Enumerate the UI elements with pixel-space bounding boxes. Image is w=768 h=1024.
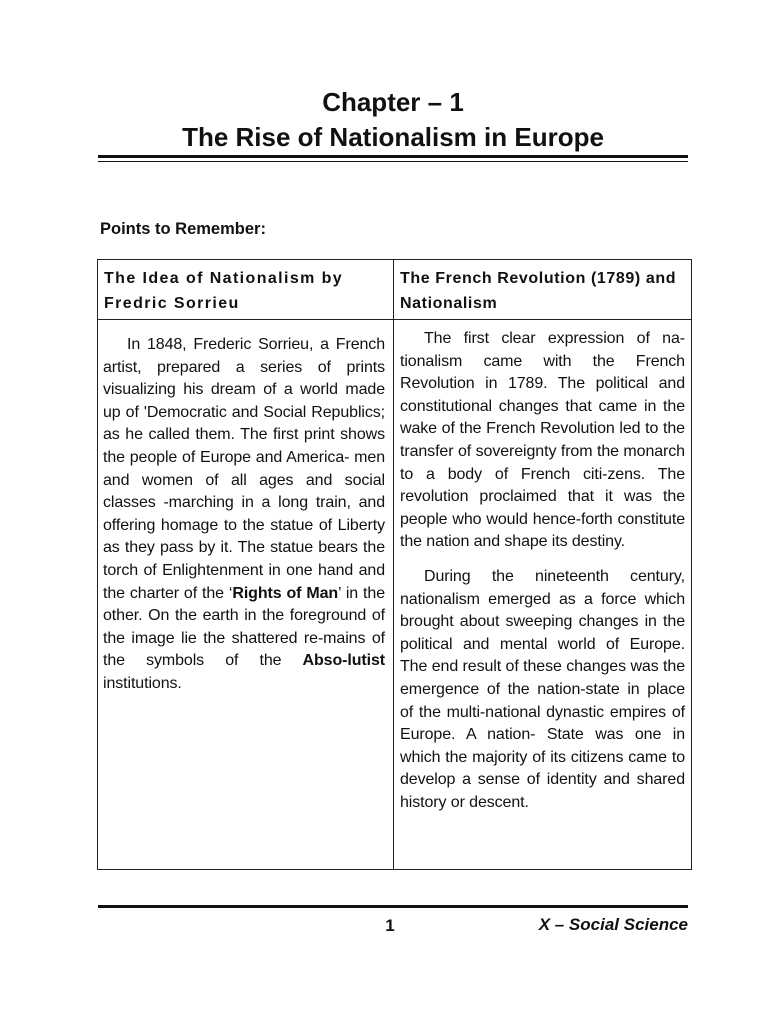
title-double-rule — [98, 155, 688, 162]
bold-term: Abso-lutist — [302, 652, 385, 670]
chapter-number: Chapter – 1 — [322, 87, 464, 117]
paragraph-text: During the nineteenth century, nationalism emerged as a force which brought about sweeping changes in the political and mental world of Europe. The end result of these changes was the emergence of the nation-state in place of the multi-national dynastic empires of Europe. A nation- State was one in which the majority of its citizens came to develop a sense of identity and shared history or descent. — [400, 567, 685, 811]
paragraph-text: In 1848, Frederic Sorrieu, a French artist, prepared a series of prints visualizing his dream of a world made up of 'Democratic and Social Republics; as he called them. The first print shows the people of Europe and America- men and women of all ages and social classes -marching in a long train, and offering homage to the statue of Liberty as they pass by it. The statue bears the torch of Enlightenment in one hand and the charter of the ‘ — [103, 336, 385, 602]
body-paragraph — [394, 554, 691, 815]
column-heading: The French Revolution (1789) and Nationalism — [400, 270, 677, 312]
paragraph-text: The first clear expression of na-tionalism came with the French Revolution in 1789. The political and constitutional changes that came in the wake of the French Revolution led to the transfer of sovereignty from the monarch to a body of French citi-zens. The revolution proclaimed that it was the people who would hence-forth constitute the nation and shape its destiny. — [400, 330, 685, 551]
table-header-cell-right — [394, 260, 692, 320]
comparison-table — [97, 259, 692, 870]
body-paragraph — [98, 320, 393, 696]
table-body-cell-right — [394, 320, 692, 870]
body-paragraph — [394, 320, 691, 554]
table-header-row — [98, 260, 692, 320]
paragraph-text: institutions. — [103, 674, 182, 692]
chapter-title: The Rise of Nationalism in Europe — [182, 122, 604, 152]
page-number: 1 — [385, 916, 395, 935]
footer-rule — [98, 905, 688, 908]
chapter-heading — [98, 84, 688, 154]
table-header-cell-left — [98, 260, 394, 320]
section-label: Points to Remember: — [100, 220, 266, 238]
bold-term: Rights of Man — [232, 584, 339, 602]
subject-label: X – Social Science — [538, 915, 688, 934]
table-body-cell-left — [98, 320, 394, 870]
paragraph-text: ’ in the other. On the earth in the foreground of the image lie the shattered re-mains of the symbols of the — [103, 584, 385, 670]
table-body-row — [98, 320, 692, 870]
column-heading: The Idea of Nationalism by Fredric Sorrieu — [104, 270, 344, 312]
